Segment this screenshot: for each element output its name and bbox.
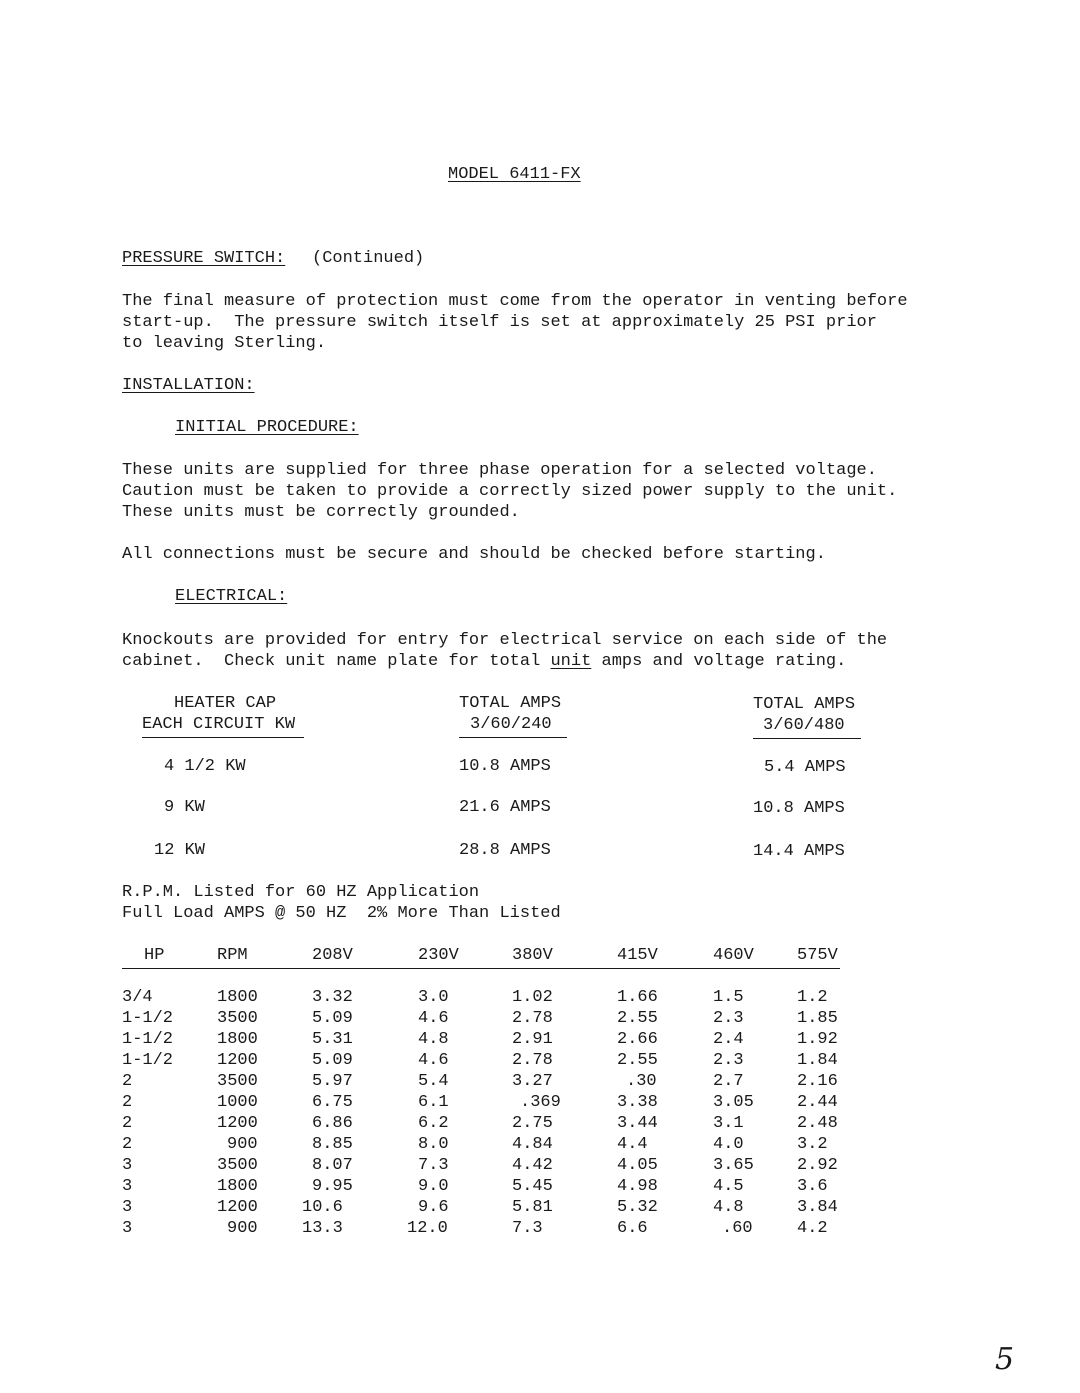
each-circuit-kw-header: EACH CIRCUIT KW	[142, 715, 296, 734]
cell-230v: 9.0	[418, 1177, 449, 1196]
electrical-line-2-pre: cabinet. Check unit name plate for total	[122, 652, 551, 671]
header-rpm: RPM	[217, 946, 248, 965]
heater-row-1-kw: 4 1/2 KW	[164, 757, 246, 776]
heater-row-1-amps480: 5.4 AMPS	[764, 758, 846, 777]
cell-rpm: 3500	[217, 1009, 258, 1028]
cell-208v: 9.95	[312, 1177, 353, 1196]
electrical-line-2-post: amps and voltage rating.	[591, 652, 847, 671]
cell-208v: 3.32	[312, 988, 353, 1007]
cell-460v: 3.1	[713, 1114, 744, 1133]
cell-460v: .60	[722, 1219, 753, 1238]
cell-575v: 1.92	[797, 1030, 838, 1049]
cell-208v: 6.86	[312, 1114, 353, 1133]
electrical-heading: ELECTRICAL:	[175, 587, 288, 606]
pressure-switch-line-2: start-up. The pressure switch itself is set at approximately 25 PSI prior	[122, 313, 877, 332]
page-title: MODEL 6411-FX	[448, 165, 581, 184]
cell-460v: 3.05	[713, 1093, 754, 1112]
cell-rpm: 1000	[217, 1093, 258, 1112]
voltage-240-header-rule	[459, 737, 567, 738]
cell-rpm: 3500	[217, 1072, 258, 1091]
cell-hp: 1-1/2	[122, 1051, 174, 1070]
cell-380v: 4.42	[512, 1156, 553, 1175]
initial-procedure-line-2: Caution must be taken to provide a correctly sized power supply to the unit.	[122, 482, 898, 501]
cell-230v: 6.1	[418, 1093, 449, 1112]
installation-heading: INSTALLATION:	[122, 376, 255, 395]
header-208v: 208V	[312, 946, 353, 965]
cell-380v: 5.45	[512, 1177, 553, 1196]
table-row	[122, 1009, 862, 1030]
cell-415v: 6.6	[617, 1219, 648, 1238]
cell-380v: .369	[520, 1093, 561, 1112]
header-230v: 230V	[418, 946, 459, 965]
initial-procedure-line-1: These units are supplied for three phase operation for a selected voltage.	[122, 461, 877, 480]
header-460v: 460V	[713, 946, 754, 965]
cell-460v: 2.7	[713, 1072, 744, 1091]
cell-575v: 3.84	[797, 1198, 838, 1217]
voltage-480-header-rule	[753, 738, 861, 739]
table-row	[122, 1156, 862, 1177]
cell-415v: 4.98	[617, 1177, 658, 1196]
cell-460v: 2.3	[713, 1051, 744, 1070]
cell-415v: 3.38	[617, 1093, 658, 1112]
cell-460v: 4.5	[713, 1177, 744, 1196]
cell-460v: 2.3	[713, 1009, 744, 1028]
cell-415v: 2.55	[617, 1051, 658, 1070]
motor-table-header	[122, 946, 862, 967]
table-row	[122, 988, 862, 1009]
cell-230v: 12.0	[407, 1219, 448, 1238]
cell-230v: 9.6	[418, 1198, 449, 1217]
table-row	[122, 1135, 862, 1156]
cell-415v: 4.4	[617, 1135, 648, 1154]
rpm-note-line-1: R.P.M. Listed for 60 HZ Application	[122, 883, 480, 902]
cell-380v: 5.81	[512, 1198, 553, 1217]
cell-208v: 6.75	[312, 1093, 353, 1112]
cell-rpm: 1200	[217, 1051, 258, 1070]
cell-380v: 2.78	[512, 1009, 553, 1028]
cell-575v: 3.2	[797, 1135, 828, 1154]
cell-rpm: 900	[227, 1219, 258, 1238]
cell-460v: 4.0	[713, 1135, 744, 1154]
cell-415v: 5.32	[617, 1198, 658, 1217]
cell-rpm: 1800	[217, 1177, 258, 1196]
heater-cap-header-rule	[142, 737, 304, 738]
pressure-switch-line-3: to leaving Sterling.	[122, 334, 327, 353]
cell-230v: 4.6	[418, 1051, 449, 1070]
cell-230v: 6.2	[418, 1114, 449, 1133]
table-row	[122, 1114, 862, 1135]
heater-row-3-kw: 12 KW	[154, 841, 206, 860]
heater-row-3-amps480: 14.4 AMPS	[753, 842, 845, 861]
voltage-240-header: 3/60/240	[470, 715, 552, 734]
table-row	[122, 1051, 862, 1072]
cell-hp: 1-1/2	[122, 1030, 174, 1049]
cell-hp: 2	[122, 1072, 133, 1091]
pressure-switch-line-1: The final measure of protection must come from the operator in venting before	[122, 292, 908, 311]
cell-575v: 1.2	[797, 988, 828, 1007]
continued-label: (Continued)	[312, 249, 425, 268]
cell-460v: 4.8	[713, 1198, 744, 1217]
header-380v: 380V	[512, 946, 553, 965]
cell-hp: 1-1/2	[122, 1009, 174, 1028]
pressure-switch-heading: PRESSURE SWITCH:	[122, 249, 286, 268]
cell-380v: 2.78	[512, 1051, 553, 1070]
cell-460v: 1.5	[713, 988, 744, 1007]
cell-208v: 5.09	[312, 1051, 353, 1070]
cell-230v: 3.0	[418, 988, 449, 1007]
electrical-line-1: Knockouts are provided for entry for electrical service on each side of the	[122, 631, 888, 650]
cell-208v: 10.6	[302, 1198, 343, 1217]
header-575v: 575V	[797, 946, 838, 965]
page-number: 5	[995, 1342, 1015, 1377]
table-row	[122, 1177, 862, 1198]
cell-hp: 2	[122, 1093, 133, 1112]
cell-575v: 2.92	[797, 1156, 838, 1175]
heater-row-2-amps480: 10.8 AMPS	[753, 799, 845, 818]
motor-table-header-rule	[122, 968, 840, 969]
cell-380v: 2.91	[512, 1030, 553, 1049]
electrical-unit-underlined: unit	[550, 652, 592, 671]
table-row	[122, 1093, 862, 1114]
cell-rpm: 1800	[217, 988, 258, 1007]
heater-row-3-amps240: 28.8 AMPS	[459, 841, 551, 860]
connections-line: All connections must be secure and should be checked before starting.	[122, 545, 826, 564]
cell-208v: 8.07	[312, 1156, 353, 1175]
cell-460v: 2.4	[713, 1030, 744, 1049]
cell-380v: 2.75	[512, 1114, 553, 1133]
initial-procedure-heading: INITIAL PROCEDURE:	[175, 418, 359, 437]
heater-row-1-amps240: 10.8 AMPS	[459, 757, 551, 776]
table-row	[122, 1219, 862, 1240]
cell-hp: 3	[122, 1198, 133, 1217]
cell-575v: 3.6	[797, 1177, 828, 1196]
total-amps-480-header: TOTAL AMPS	[753, 695, 856, 714]
cell-208v: 5.97	[312, 1072, 353, 1091]
cell-230v: 4.6	[418, 1009, 449, 1028]
cell-575v: 1.84	[797, 1051, 838, 1070]
cell-415v: 4.05	[617, 1156, 658, 1175]
cell-208v: 5.09	[312, 1009, 353, 1028]
header-415v: 415V	[617, 946, 658, 965]
cell-380v: 1.02	[512, 988, 553, 1007]
cell-230v: 5.4	[418, 1072, 449, 1091]
table-row	[122, 1198, 862, 1219]
cell-hp: 3	[122, 1156, 133, 1175]
cell-575v: 2.16	[797, 1072, 838, 1091]
cell-rpm: 3500	[217, 1156, 258, 1175]
initial-procedure-line-3: These units must be correctly grounded.	[122, 503, 520, 522]
cell-rpm: 1800	[217, 1030, 258, 1049]
cell-hp: 2	[122, 1114, 133, 1133]
cell-230v: 8.0	[418, 1135, 449, 1154]
cell-575v: 2.44	[797, 1093, 838, 1112]
cell-415v: 2.55	[617, 1009, 658, 1028]
cell-575v: 1.85	[797, 1009, 838, 1028]
cell-230v: 7.3	[418, 1156, 449, 1175]
cell-380v: 7.3	[512, 1219, 543, 1238]
rpm-note-line-2: Full Load AMPS @ 50 HZ 2% More Than Listed	[122, 904, 561, 923]
cell-hp: 3	[122, 1177, 133, 1196]
header-hp: HP	[144, 946, 165, 965]
cell-415v: 2.66	[617, 1030, 658, 1049]
cell-380v: 3.27	[512, 1072, 553, 1091]
cell-hp: 3/4	[122, 988, 153, 1007]
cell-575v: 2.48	[797, 1114, 838, 1133]
table-row	[122, 1072, 862, 1093]
cell-rpm: 1200	[217, 1198, 258, 1217]
cell-208v: 5.31	[312, 1030, 353, 1049]
cell-415v: 1.66	[617, 988, 658, 1007]
voltage-480-header: 3/60/480	[763, 716, 845, 735]
cell-208v: 13.3	[302, 1219, 343, 1238]
cell-rpm: 1200	[217, 1114, 258, 1133]
heater-row-2-amps240: 21.6 AMPS	[459, 798, 551, 817]
heater-row-2-kw: 9 KW	[164, 798, 205, 817]
cell-415v: .30	[626, 1072, 657, 1091]
cell-415v: 3.44	[617, 1114, 658, 1133]
cell-230v: 4.8	[418, 1030, 449, 1049]
cell-380v: 4.84	[512, 1135, 553, 1154]
heater-cap-header: HEATER CAP	[174, 694, 277, 713]
cell-208v: 8.85	[312, 1135, 353, 1154]
total-amps-240-header: TOTAL AMPS	[459, 694, 562, 713]
table-row	[122, 1030, 862, 1051]
cell-hp: 2	[122, 1135, 133, 1154]
cell-rpm: 900	[227, 1135, 258, 1154]
electrical-line-2	[122, 652, 846, 672]
cell-hp: 3	[122, 1219, 133, 1238]
cell-575v: 4.2	[797, 1219, 828, 1238]
cell-460v: 3.65	[713, 1156, 754, 1175]
